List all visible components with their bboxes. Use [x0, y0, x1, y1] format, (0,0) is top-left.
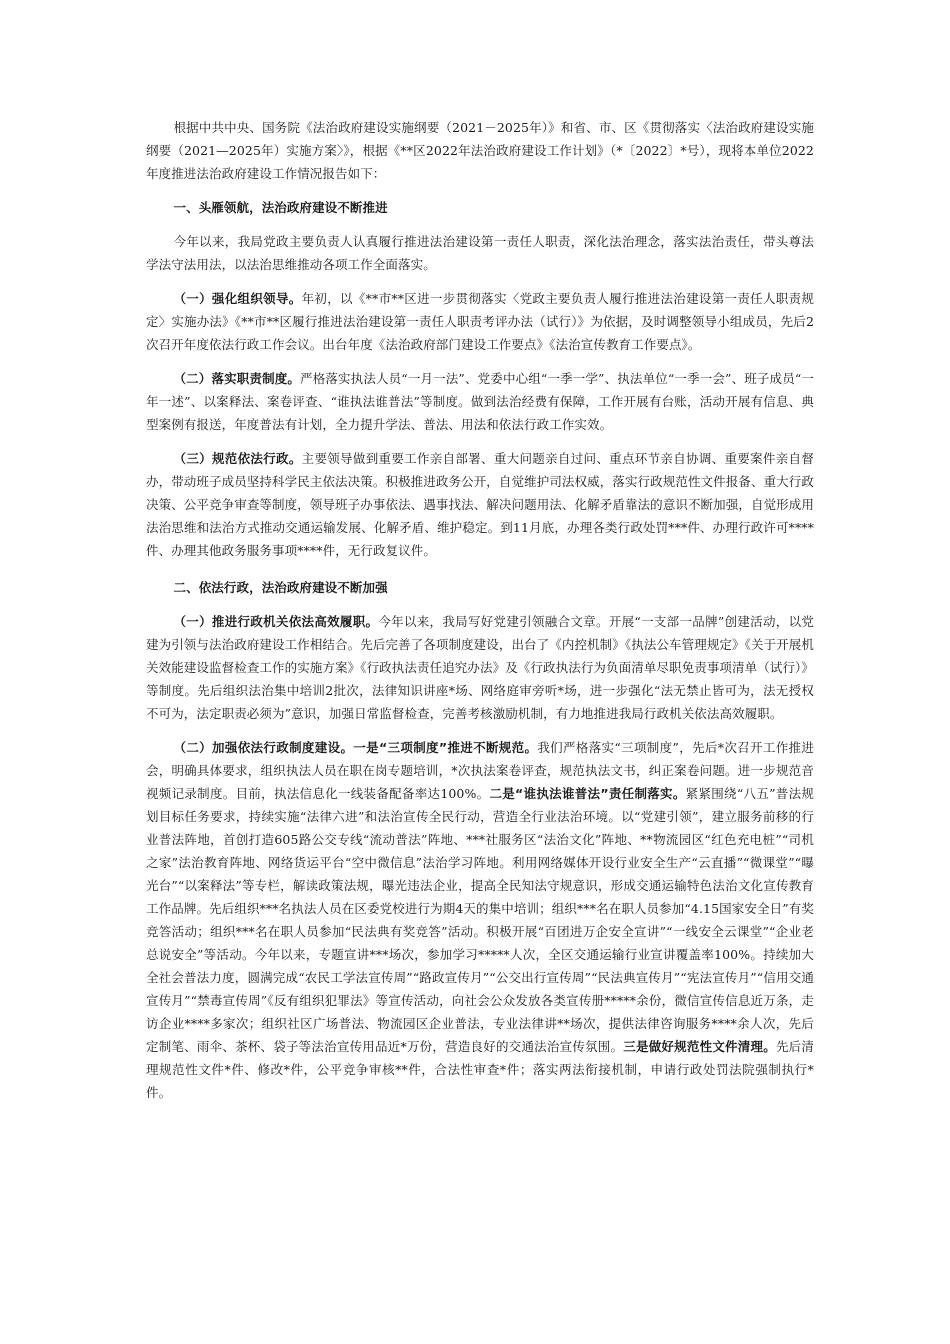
- section2-heading: 二、依法行政，法治政府建设不断加强: [173, 580, 388, 595]
- item-text: 今年以来，我局写好党建引领融合文章。开展“一支部一品牌”创建活动，以党建为引领与法治政府建设工作相结合。先后完善了各项制度建设，出台了《内控机制》《执法公车管理规定》《关于开展机关效能建设监督检查工作的实施方案》《行政执法责任追究办法》及《行政执法行为负面清单尽职免责事项清单（试行）》等制度。先后组织法治集中培训2批次，法律知识讲座*场、网络庭审旁听*场，进一步强化“法无禁止皆可为，法无授权不可为，法定职责必须为”意识，加强日常监督检查，完善考核激励机制，有力地推进我局行政机关依法高效履职。: [146, 614, 814, 721]
- subpoint-2-title: 二是“谁执法谁普法”责任制落实。: [489, 786, 686, 801]
- item-lead: （三）规范依法行政。: [173, 451, 302, 466]
- subpoint-1-text: 我们严格落实“三项制度”，先后*次召开工作推进会，明确具体要求，组织执法人员在职在岗专题培训，*次执法案卷评查，规范执法文书，纠正案卷问题。进一步规范音视频记录制度。目前，执法信息化一线装备配备率达100%。: [146, 740, 814, 801]
- subpoint-2-text: 紧紧围绕“八五”普法规划目标任务要求，持续实施“法律六进”和法治宣传全民行动，营造全行业法治环境。以“党建引领”，建立服务前移的行业普法阵地，首创打造605路公交专线“流动普法”阵地、***社服务区“法治文化”阵地、**物流园区“红色充电桩”“司机之家”法治教育阵地、网络货运平台“空中微信息”法治学习阵地。利用网络媒体开设行业安全生产“云直播”“微课堂”“曝光台”“以案释法”等专栏，解读政策法规，曝光违法企业，提高全民知法守规意识，形成交通运输特色法治文化宣传教育工作品牌。先后组织***名执法人员在区委党校进行为期4天的集中培训；组织***名在职人员参加“4.15国家安全日”有奖竞答活动；组织***名在职人员参加“民法典有奖竞答”活动。积极开展“百团进万企安全宣讲”“一线安全云课堂”“企业老总说安全”等活动。今年以来，专题宣讲***场次，参加学习*****人次，全区交通运输行业宣讲覆盖率100%。持续加大全社会普法力度，圆满完成“农民工学法宣传周”“路政宣传月”“公交出行宣传周”“民法典宣传月”“宪法宣传月”“信用交通宣传月”“禁毒宣传周”《反有组织犯罪法》等宣传活动，向社会公众发放各类宣传册*****余份，微信宣传信息近万条，走访企业****多家次；组织社区广场普法、物流园区企业普法，专业法律讲**场次，提供法律咨询服务****余人次，先后定制笔、雨伞、茶杯、袋子等法治宣传用品近*万份，营造良好的交通法治宣传氛围。: [146, 786, 815, 1054]
- item-lead: （二）加强依法行政制度建设。: [173, 740, 354, 755]
- section2-item-2: [146, 736, 814, 1104]
- subpoint-3-text: 先后清理规范性文件*件、修改*件，公平竞争审核**件，合法性审查*件；落实两法衔接机制，申请行政处罚法院强制执行*件。: [146, 1039, 814, 1100]
- subpoint-1-title: 一是“三项制度”推进不断规范。: [353, 740, 538, 755]
- section1-item-3: [146, 447, 814, 562]
- item-text: 年初，以《**市**区进一步贯彻落实〈党政主要负责人履行推进法治建设第一责任人职责规定〉实施办法》《**市**区履行推进法治建设第一责任人职责考评办法（试行）》为依据，及时调整领导小组成员，先后2次召开年度依法行政工作会议。出台年度《法治政府部门建设工作要点》《法治宣传教育工作要点》。: [146, 291, 814, 352]
- intro-paragraph: 根据中共中央、国务院《法治政府建设实施纲要（2021－2025年）》和省、市、区《贯彻落实〈法治政府建设实施纲要（2021—2025年）实施方案〉》，根据《**区2022年法治政府建设工作计划》（*〔2022〕*号），现将本单位2022年度推进法治政府建设工作情况报告如下：: [146, 120, 814, 181]
- section2-item-1: [146, 610, 814, 725]
- item-text: 主要领导做到重要工作亲自部署、重大问题亲自过问、重点环节亲自协调、重要案件亲自督办，带动班子成员坚持科学民主依法决策。积极推进政务公开，自觉维护司法权威，落实行政规范性文件报备、重大行政决策、公平竞争审查等制度，领导班子办事依法、遇事找法、解决问题用法、化解矛盾靠法的意识不断加强，自觉形成用法治思维和法治方式推动交通运输发展、化解矛盾、维护稳定。到11月底，办理各类行政处罚***件、办理行政许可****件、办理其他政务服务事项****件，无行政复议件。: [146, 451, 814, 558]
- section1-item-1: [146, 287, 814, 356]
- item-lead: （一）推进行政机关依法高效履职。: [173, 614, 379, 629]
- section1-paragraph: 今年以来，我局党政主要负责人认真履行推进法治建设第一责任人职责，深化法治理念，落实法治责任，带头尊法学法守法用法，以法治思维推动各项工作全面落实。: [146, 234, 814, 272]
- section1-heading: 一、头雁领航，法治政府建设不断推进: [173, 200, 388, 215]
- section1-item-2: [146, 367, 814, 436]
- item-lead: （二）落实职责制度。: [173, 371, 301, 386]
- item-text: 严格落实执法人员“一月一法”、党委中心组“一季一学”、执法单位“一季一会”、班子成员“一年一述”、以案释法、案卷评查、“谁执法谁普法”等制度。做到法治经费有保障，工作开展有台账，活动开展有信息、典型案例有报送，年度普法有计划，全力提升学法、普法、用法和依法行政工作实效。: [146, 371, 814, 432]
- document-page: [146, 116, 814, 1104]
- subpoint-3-title: 三是做好规范性文件清理。: [623, 1039, 776, 1054]
- item-lead: （一）强化组织领导。: [173, 291, 302, 306]
